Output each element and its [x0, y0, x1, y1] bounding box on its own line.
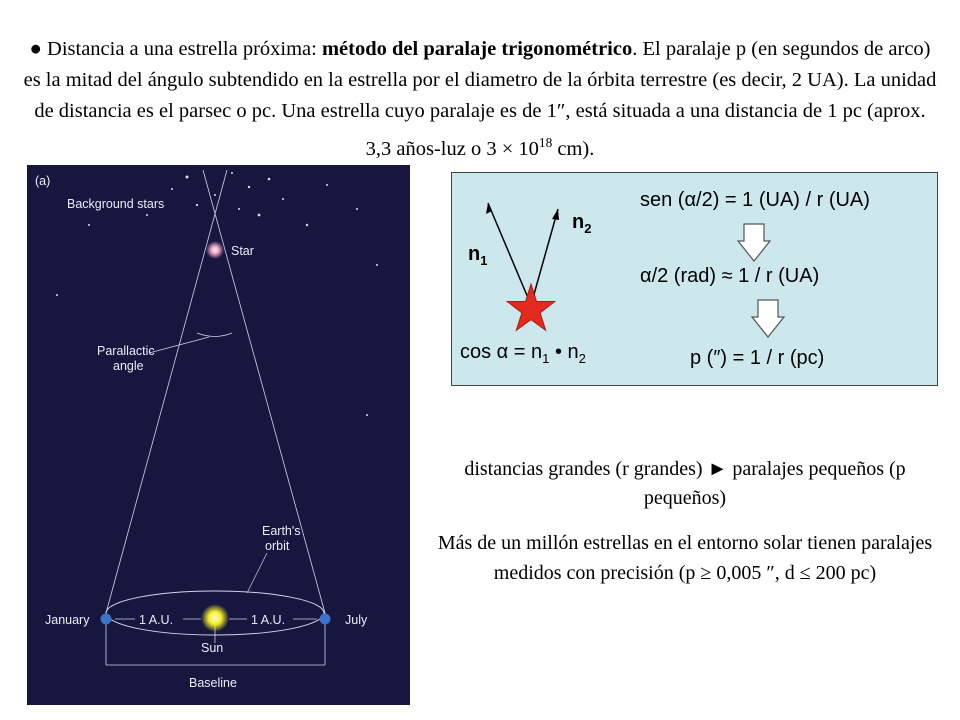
- down-arrow-icon: [751, 299, 785, 339]
- exponent: 18: [538, 135, 553, 150]
- january-label: January: [45, 613, 90, 627]
- note-million-stars: Más de un millón estrellas en el entorno solar tienen paralajes medidos con precisión (p ≥ 0,005 ″, d ≤ 200 pc): [437, 532, 933, 584]
- intro-paragraph: [20, 34, 940, 165]
- parallactic-label-1: Parallactic: [97, 344, 155, 358]
- method-name: método del paralaje trigonométrico: [321, 38, 633, 60]
- n2-label: $n_2$: [572, 211, 592, 236]
- sun-label: Sun: [201, 641, 224, 655]
- star-icon: [507, 284, 555, 330]
- earth-january: [101, 614, 112, 625]
- down-arrow-icon: [737, 223, 771, 263]
- baseline-label: Baseline: [189, 676, 237, 690]
- vector-n1: [488, 203, 531, 305]
- july-label: July: [345, 613, 368, 627]
- bullet: ●: [29, 38, 42, 60]
- background-stars-label: Background stars: [67, 197, 165, 211]
- panel-label: (a): [35, 174, 51, 188]
- au-right-label: 1 A.U.: [251, 613, 286, 627]
- intro-rest: . El paralaje p (en segundos de arco) es la mitad del ángulo subtendido en la estrella por el diametro de la órbita terrestre (es decir, 2 UA). La unidad de distancia es el parsec o pc. Una estrella cuyo paralaje es de 1″, está situada a una distancia de 1 pc (aprox. 3,3 años-luz o 3 × 10: [23, 38, 937, 160]
- equation-parallax: p (″) = 1 / r (pc): [690, 347, 825, 369]
- vector-n2: [531, 209, 558, 305]
- formula-box: [451, 172, 938, 386]
- orbit-label-1: Earth's: [262, 524, 301, 538]
- note-distance-parallax: distancias grandes (r grandes) ► paralajes pequeños (p pequeños): [464, 458, 906, 509]
- equation-small-angle: α/2 (rad) ≈ 1 / r (UA): [640, 265, 820, 287]
- orbit-label-2: orbit: [265, 539, 290, 553]
- parallactic-label-2: angle: [113, 359, 144, 373]
- star-marker: [206, 241, 224, 259]
- sun-marker: [201, 604, 229, 632]
- cos-formula: $\cos \alpha = n_1$ • $n_2$: [460, 341, 586, 366]
- n1-label: $n_1$: [468, 243, 488, 268]
- equation-sine: sen (α/2) = 1 (UA) / r (UA): [640, 189, 870, 211]
- intro-lead: Distancia a una estrella próxima:: [47, 38, 322, 60]
- earth-july: [320, 614, 331, 625]
- au-left-label: 1 A.U.: [139, 613, 174, 627]
- star-label: Star: [231, 244, 254, 258]
- parallax-figure: [27, 165, 410, 705]
- intro-end: cm).: [552, 137, 595, 160]
